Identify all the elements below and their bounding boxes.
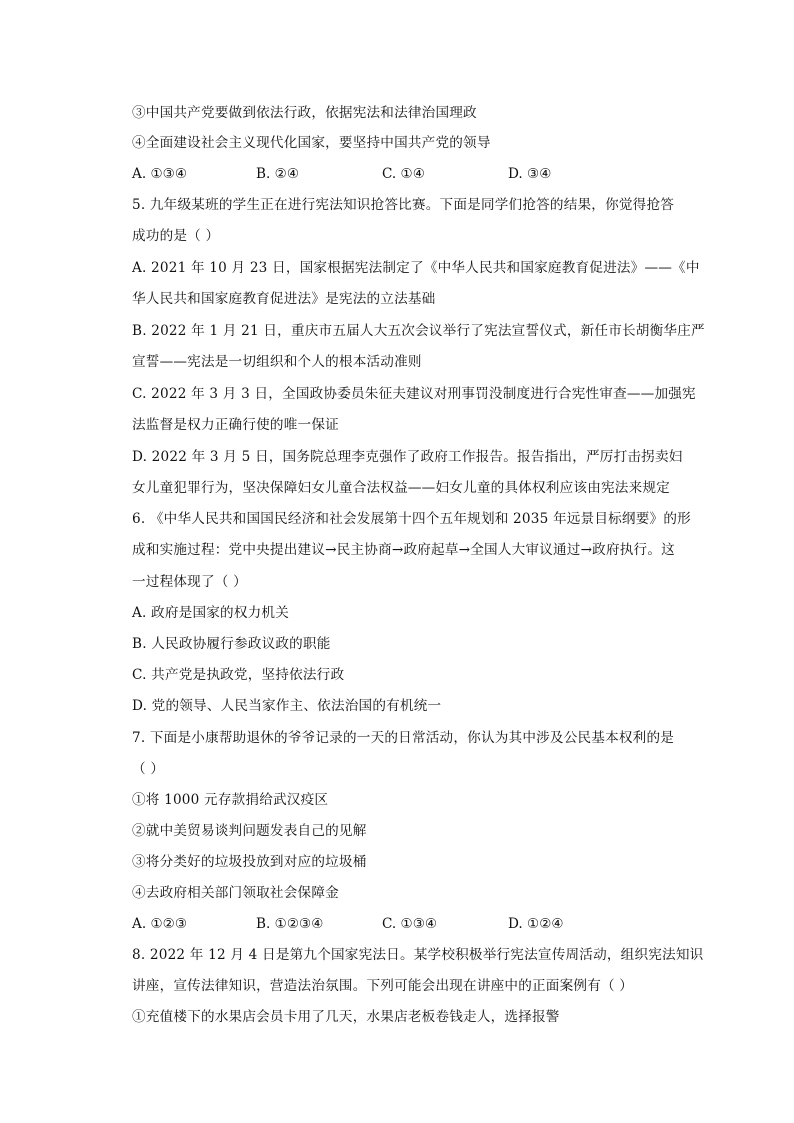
text-line: ③将分类好的垃圾投放到对应的垃圾桶	[132, 854, 367, 870]
text-line: ②就中美贸易谈判问题发表自己的见解	[132, 823, 367, 839]
text-line: B. 人民政协履行参政议政的职能	[132, 636, 331, 652]
text-line: ④去政府相关部门领取社会保障金	[132, 885, 339, 901]
option-a: A. ①②③	[132, 916, 188, 932]
option-c: C. ①④	[382, 166, 425, 182]
option-d: D. ①②④	[508, 916, 564, 932]
option-a: A. ①③④	[132, 166, 188, 182]
option-d: D. ③④	[508, 166, 552, 182]
question-8: 8. 2022 年 12 月 4 日是第九个国家宪法日。某学校积极举行宪法宣传周活动，组织宪法知识	[132, 947, 704, 963]
text-line: ④全面建设社会主义现代化国家，要坚持中国共产党的领导	[132, 135, 491, 151]
text-line: D. 2022 年 3 月 5 日，国务院总理李克强作了政府工作报告。报告指出，严厉打击拐卖妇	[132, 449, 683, 465]
text-line: 华人民共和国家庭教育促进法》是宪法的立法基础	[132, 291, 436, 307]
text-line: 成功的是（ ）	[132, 228, 220, 244]
option-c: C. ①③④	[382, 916, 438, 932]
text-line: ①充值楼下的水果店会员卡用了几天，水果店老板卷钱走人，选择报警	[132, 1009, 560, 1025]
text-line: C. 2022 年 3 月 3 日，全国政协委员朱征夫建议对刑事罚没制度进行合宪性审查——加强宪	[132, 386, 696, 402]
option-b: B. ①②③④	[256, 916, 324, 932]
question-6: 6. 《中华人民共和国国民经济和社会发展第十四个五年规划和 2035 年远景目标纲要》的形	[132, 511, 691, 527]
text-line: （ ）	[132, 761, 165, 777]
text-line: 法监督是权力正确行使的唯一保证	[132, 417, 339, 433]
text-line: A. 2021 年 10 月 23 日，国家根据宪法制定了《中华人民共和国家庭教育促进法》——《中	[132, 260, 700, 276]
question-7: 7. 下面是小康帮助退休的爷爷记录的一天的日常活动，你认为其中涉及公民基本权利的是	[132, 730, 675, 746]
text-line: 成和实施过程：党中央提出建议→民主协商→政府起草→全国人大审议通过→政府执行。这	[132, 542, 675, 558]
text-line: 讲座，宣传法律知识，营造法治氛围。下列可能会出现在讲座中的正面案例有（ ）	[132, 978, 634, 994]
text-line: ③中国共产党要做到依法行政，依据宪法和法律治国理政	[132, 105, 477, 121]
text-line: 一过程体现了（ ）	[132, 574, 247, 590]
text-line: D. 党的领导、人民当家作主、依法治国的有机统一	[132, 698, 442, 714]
text-line: A. 政府是国家的权力机关	[132, 605, 289, 621]
option-b: B. ②④	[256, 166, 300, 182]
text-line: 女儿童犯罪行为，坚决保障妇女儿童合法权益——妇女儿童的具体权利应该由宪法来规定	[132, 480, 670, 496]
text-line: 宣誓——宪法是一切组织和个人的根本活动准则	[132, 354, 422, 370]
text-line: ①将 1000 元存款捐给武汉疫区	[132, 792, 329, 808]
question-5: 5. 九年级某班的学生正在进行宪法知识抢答比赛。下面是同学们抢答的结果，你觉得抢答	[132, 197, 675, 213]
text-line: C. 共产党是执政党，坚持依法行政	[132, 667, 345, 683]
text-line: B. 2022 年 1 月 21 日，重庆市五届人大五次会议举行了宪法宣誓仪式，新任市长胡衡华庄严	[132, 323, 705, 339]
